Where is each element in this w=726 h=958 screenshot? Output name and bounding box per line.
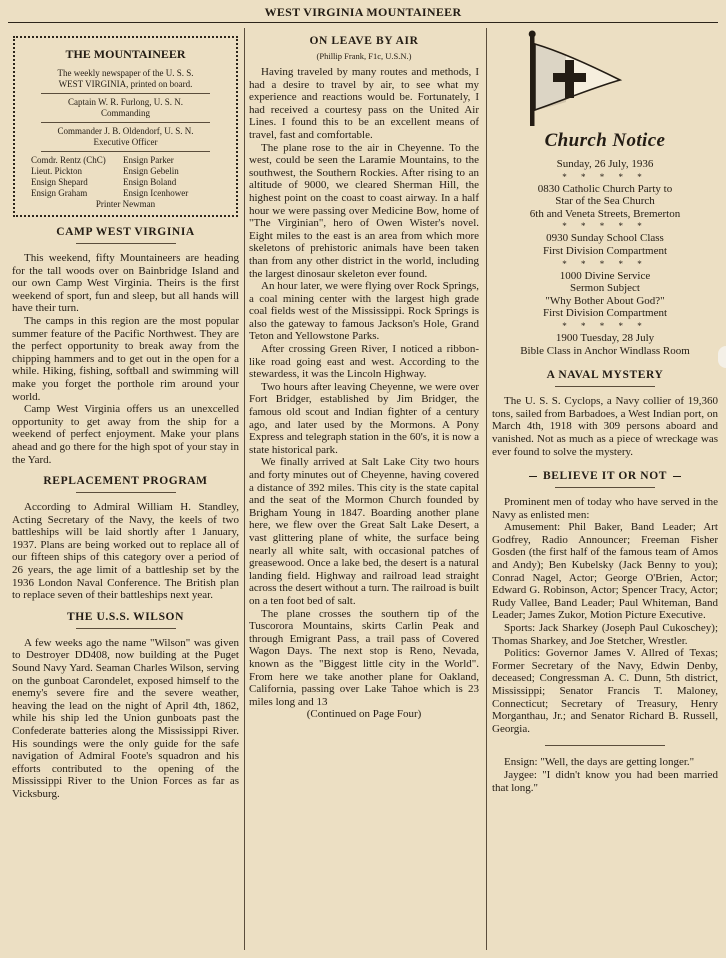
staff-name: Ensign Boland xyxy=(123,177,177,187)
paragraph: The U. S. S. Cyclops, a Navy collier of 19,360 tons, sailed from Barbadoes, a West Indian port, on March 4th, 1918 with 309 persons aboard and vanished. Not as much as a piece of wreckage was ever found to solve the mystery. xyxy=(492,395,718,458)
schedule-line: 0930 Sunday School Class xyxy=(546,232,664,245)
header-rule xyxy=(8,22,718,23)
schedule-block xyxy=(492,332,718,357)
schedule-line: "Why Bother About God?" xyxy=(545,294,665,307)
title-rule xyxy=(555,386,655,387)
dash-ornament xyxy=(529,476,537,477)
star-divider: * * * * * xyxy=(562,221,648,232)
section-rule xyxy=(545,745,665,746)
article-camp xyxy=(12,226,239,466)
executive-role: Executive Officer xyxy=(93,137,158,147)
star-divider: * * * * * xyxy=(562,320,648,331)
paragraph: Politics: Governor James V. Allred of Texas; Former Secretary of the Navy, Edwin Denby, deceased; Congressman A. C. Dunn, 5th district, Mississippi; Senator Francis T. Maloney, Connecticut; Secretary of Treasury, Henry Morganthau, Jr.; and Senator Richard B. Russell, Georgia. xyxy=(492,647,718,735)
paragraph: Camp West Virginia offers us an unexcelled opportunity to get away from the ship for a weekend of perfect enjoyment. Make your plans ahead and go there for the high spot of your stay in the Yard. xyxy=(12,403,239,466)
article-wilson xyxy=(12,611,239,801)
paragraph: Having traveled by many routes and methods, I had a desire to travel by air, to see what my experience and reactions would be. Fortunately, I had received a courtesy pass on the United Air Lines. I found this to be an excellent means of travel, fast and comfortable. xyxy=(249,66,479,141)
article-title: REPLACEMENT PROGRAM xyxy=(43,475,208,488)
paragraph: This weekend, fifty Mountaineers are heading for the tall woods over on Bainbridge Island and our own Camp West Virginia. Theirs is the first weekend of sport, fun and sleep, but all hands will have their turn. xyxy=(12,252,239,315)
punch-hole xyxy=(718,346,726,368)
paragraph: The plane rose to the air in Cheyenne. To the west, could be seen the Laramie Mountains, to the southwest, the Southern Rockies. After rising to an altitude of 9000, we cleared Sherman Hill, the highest point on the coast to coast airway. In a half hour we were passing over Medicine Bow, home of "The Virginian", hero of Owen Wister's novel. Eight miles to the east is an area from which more skeletons of prehistoric animals have been taken than from any other district in the world, including the largest dinosaur skeleton ever found. xyxy=(249,141,479,280)
article-title-text: BELIEVE IT OR NOT xyxy=(542,470,668,483)
staff-name: Ensign Icenhower xyxy=(123,188,189,198)
printer-name: Printer Newman xyxy=(95,199,156,209)
schedule-line: 0830 Catholic Church Party to xyxy=(537,182,673,195)
column-middle xyxy=(249,30,479,958)
article-replacement xyxy=(12,475,239,602)
masthead-rule xyxy=(41,93,210,94)
star-divider: * * * * * xyxy=(562,258,648,269)
paragraph: A few weeks ago the name "Wilson" was given to Destroyer DD408, now building at the Puget Sound Navy Yard. Seaman Charles Wilson, serving on the gunboat Carondelet, exposed himself to the enemy's severe fire and the severe weather, heaving the lead on the night of April 4th, 1862, while his ship led the Union gunboats past the Confederate batteries along the Mississippi River. His soundings were the only guide for the safe navigation of Admiral Foote's squadron and his efforts contributed to the opening of the Mississippi River to the Union Forces as far as Vicksburg. xyxy=(12,636,239,800)
church-date: Sunday, 26 July, 1936 xyxy=(556,158,654,170)
staff-name: Ensign Graham xyxy=(31,188,88,198)
article-body xyxy=(492,395,718,458)
staff-name: Ensign Shepard xyxy=(31,177,88,187)
paragraph: We finally arrived at Salt Lake City two hours and forty minutes out of Cheyenne, having covered a distance of 392 miles. This city is the state capital and the seat of the Mormon Church founded by Brigham Young in 1847. Boarding another plane here, we flew over the Great Salt Lake Desert, a vast glittering plane of white, the surface being nearly all white salt, with occasional patches of greasewood. Once a lake bed, the desert is a natural landing field. Highway and railroad lead straight across the desert without a turn. The railroad is built on a ten foot bed of salt. xyxy=(249,456,479,607)
article-title xyxy=(492,470,718,482)
staff-name: Ensign Parker xyxy=(123,155,174,165)
column-divider xyxy=(486,28,487,950)
article-byline: (Phillip Frank, F1c, U.S.N.) xyxy=(316,51,412,61)
staff-list xyxy=(23,155,228,199)
title-rule xyxy=(76,243,176,244)
captain-name: Captain W. R. Furlong, U. S. N. xyxy=(67,97,183,107)
article-mystery xyxy=(492,369,718,458)
captain-role: Commanding xyxy=(101,108,150,118)
schedule-block xyxy=(492,232,718,257)
masthead-rule xyxy=(41,151,210,152)
executive-name: Commander J. B. Oldendorf, U. S. N. xyxy=(57,126,194,136)
joke-line: Jaygee: "I didn't know you had been married that long." xyxy=(492,768,718,794)
staff-name: Lieut. Pickton xyxy=(31,166,82,176)
masthead-intro-line: WEST VIRGINIA, printed on board. xyxy=(58,79,193,89)
continued-note: (Continued on Page Four) xyxy=(306,708,422,721)
paragraph: Prominent men of today who have served in the Navy as enlisted men: xyxy=(492,496,718,521)
paragraph: After crossing Green River, I noticed a ribbon-like road going east and west. According to the stewardess, it was the Lincoln Highway. xyxy=(249,343,479,381)
schedule-block xyxy=(492,270,718,320)
schedule-line: 1900 Tuesday, 28 July xyxy=(555,331,655,344)
article-title: A NAVAL MYSTERY xyxy=(546,369,664,382)
masthead-box xyxy=(13,36,238,217)
title-rule xyxy=(76,628,176,629)
paragraph: Two hours after leaving Cheyenne, we were over Fort Bridger, established by Jim Bridger, the famous old scout and Indian fighter of a century ago, and later used by the Mormons. A Pony Express and telegraph station in the 60's, it is now a state historical park. xyxy=(249,380,479,456)
masthead-title: THE MOUNTAINEER xyxy=(65,47,186,61)
schedule-line: Bible Class in Anchor Windlass Room xyxy=(520,344,690,357)
staff-name: Ensign Gebelin xyxy=(123,166,179,176)
article-believe xyxy=(492,470,718,735)
masthead-intro xyxy=(23,68,228,90)
masthead-rule xyxy=(41,122,210,123)
column-divider xyxy=(244,28,245,950)
paragraph: According to Admiral William H. Standley, Acting Secretary of the Navy, the keels of two battleships will be laid shortly after 1 January, 1937. Plans are being worked out to replace all of our fifteen ships of this category over a period of 26 years, the age limit of a battleship set by the 1936 London Naval Conference. The British plan to replace seven of their battleships next year. xyxy=(12,501,239,602)
title-rule xyxy=(76,492,176,493)
article-body xyxy=(492,496,718,735)
paragraph: An hour later, we were flying over Rock Springs, a coal mining center with the largest high grade coal fields west of the Mississippi. Rock Springs is also the gateway to famous Jackson's Hole, Grand Teton and Yellowstone Parks. xyxy=(249,280,479,343)
schedule-line: 1000 Divine Service xyxy=(559,269,651,282)
paragraph: Sports: Jack Sharkey (Joseph Paul Cukoschey); Thomas Sharkey, and Joe Stetcher, Wrestler. xyxy=(492,622,718,647)
article-title: THE U.S.S. WILSON xyxy=(66,610,185,623)
staff-name: Comdr. Rentz (ChC) xyxy=(31,155,106,165)
article-title: ON LEAVE BY AIR xyxy=(309,35,419,47)
schedule-line: Star of the Sea Church xyxy=(555,195,655,208)
schedule-line: First Division Compartment xyxy=(542,244,668,257)
star-divider: * * * * * xyxy=(562,171,648,182)
article-body xyxy=(249,66,479,721)
masthead-intro-line: The weekly newspaper of the U. S. S. xyxy=(57,68,194,78)
church-notice-title: Church Notice xyxy=(544,130,666,151)
schedule-line: 6th and Veneta Streets, Bremerton xyxy=(529,207,681,220)
paragraph: The camps in this region are the most popular summer feature of the Pacific Northwest. They are the perfect opportunity to break away from the chipping hammers and to get out in the open for a while. Hiking, fishing, softball and swimming will make you forget the porthole rim around your world. xyxy=(12,314,239,403)
article-body xyxy=(12,252,239,466)
joke-line: Ensign: "Well, the days are getting longer." xyxy=(504,756,695,769)
article-body xyxy=(12,637,239,801)
schedule-line: First Division Compartment xyxy=(542,307,668,320)
column-left xyxy=(12,30,239,958)
paragraph: The plane crosses the southern tip of the Tuscorora Mountains, skirts Carlin Peak and through Emigrant Pass, a trail pass of Covered Wagon Days. The next stop is Reno, Nevada, known as the "Biggest little city in the World". From here we take another plane for Oakland, California, passing over Lake Tahoe which is 23 miles long and 13 xyxy=(249,607,479,708)
paragraph: Amusement: Phil Baker, Band Leader; Art Godfrey, Radio Announcer; Freeman Fisher Gosden (the first half of the famous team of Amos and Andy); Ben Kubelsky (Jack Benny to you); Conrad Nagel, Actor; George O'Brien, Actor; Edward G. Robinson, Actor; Spencer Tracy, Actor; Rudy Vallee, Band Leader; Paul Whiteman, Band Leader; James Zukor, Motion Picture Executive. xyxy=(492,521,718,622)
church-pennant-icon xyxy=(514,30,718,128)
schedule-line: Sermon Subject xyxy=(570,282,640,295)
article-title: CAMP WEST VIRGINIA xyxy=(56,226,195,238)
joke xyxy=(492,756,718,794)
article-body xyxy=(12,501,239,602)
schedule-block xyxy=(492,183,718,221)
title-rule xyxy=(555,487,655,488)
running-head: WEST VIRGINIA MOUNTAINEER xyxy=(264,5,462,19)
dash-ornament xyxy=(673,476,681,477)
column-right xyxy=(492,30,718,958)
